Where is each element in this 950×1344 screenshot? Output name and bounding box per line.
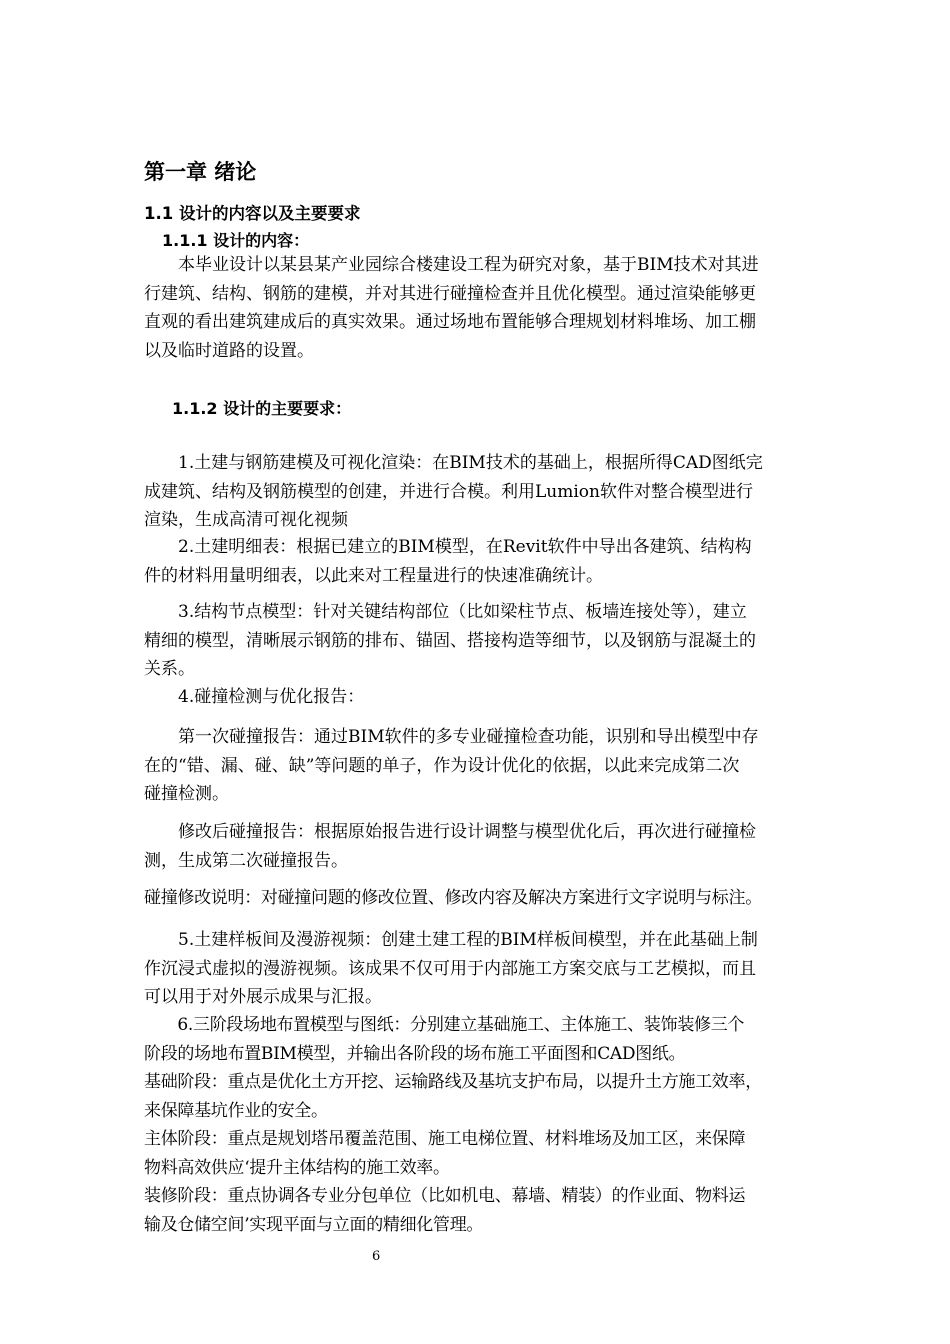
text-line: 5.土建样板间及漫游视频：创建土建工程的BIM样板间模型，并在此基础上制 [144, 930, 758, 950]
text-line: 碰撞修改说明：对碰撞问题的修改位置、修改内容及解决方案进行文字说明与标注。 [144, 888, 762, 908]
requirement-3 [144, 598, 844, 684]
subsection-heading-content: 1.1.1 设计的内容： [162, 231, 310, 250]
text-line: 成建筑、结构及钢筋模型的创建，并进行合模。利用Lumion软件对整合模型进行 [144, 481, 753, 502]
paragraph-content [144, 251, 844, 365]
text-line: 6.三阶段场地布置模型与图纸：分别建立基础施工、主体施工、装饰装修三个 [144, 1015, 745, 1035]
text-line: 件的材料用量明细表，以此来对工程量进行的快速准确统计。 [144, 565, 603, 586]
text-line: 1.土建与钢筋建模及可视化渲染：在BIM技术的基础上，根据所得CAD图纸完 [144, 453, 763, 473]
text-line: 行建筑、结构、钢筋的建模，并对其进行碰撞检查并且优化模型。通过渲染能够更 [144, 283, 756, 304]
text-line: 测，生成第二次碰撞报告。 [144, 850, 348, 871]
text-line: 2.土建明细表：根据已建立的BIM模型，在Revit软件中导出各建筑、结构构 [144, 537, 752, 557]
chapter-title: 第一章 绪论 [144, 160, 257, 184]
requirement-4-note [144, 884, 844, 913]
text-line: 第一次碰撞报告：通过BIM软件的多专业碰撞检查功能，识别和导出模型中存 [144, 727, 759, 747]
text-line: 3.结构节点模型：针对关键结构部位（比如梁柱节点、板墙连接处等），建立 [144, 602, 747, 622]
text-line: 精细的模型，清晰展示钢筋的排布、锚固、搭接构造等细节，以及钢筋与混凝土的 [144, 630, 756, 651]
text-line: 可以用于对外展示成果与汇报。 [144, 987, 382, 1007]
text-line: 4.碰撞检测与优化报告： [144, 687, 365, 707]
text-line: 在的“错、漏、碰、缺”等问题的单子，作为设计优化的依据，以此来完成第二次 [144, 755, 740, 776]
text-line: 渲染，生成高清可视化视频 [144, 510, 348, 530]
text-line: 关系。 [144, 659, 195, 679]
requirement-5 [144, 926, 844, 1012]
text-line: 修改后碰撞报告：根据原始报告进行设计调整与模型优化后，再次进行碰撞检 [144, 822, 756, 842]
requirement-4-revised-report [144, 818, 844, 875]
text-line: 阶段的场地布置BIM模型，并输出各阶段的场布施工平面图和CAD图纸。 [144, 1043, 686, 1064]
text-line: 直观的看出建筑建成后的真实效果。通过场地布置能够合理规划材料堆场、加工棚 [144, 312, 756, 332]
text-line: 装修阶段：重点协调各专业分包单位（比如机电、幕墙、精装）的作业面、物料运 [144, 1186, 746, 1206]
text-line: 输及仓储空间’实现平面与立面的精细化管理。 [144, 1214, 484, 1235]
text-line: 以及临时道路的设置。 [144, 340, 314, 361]
text-line: 本毕业设计以某县某产业园综合楼建设工程为研究对象，基于BIM技术对其进 [144, 255, 759, 275]
requirement-6 [144, 1011, 844, 1239]
page-number: 6 [372, 1249, 381, 1264]
requirement-4-first-report [144, 723, 844, 809]
subsection-heading-requirements: 1.1.2 设计的主要要求： [172, 399, 352, 418]
text-line: 作沉浸式虚拟的漫游视频。该成果不仅可用于内部施工方案交底与工艺模拟，而且 [144, 958, 756, 979]
text-line: 主体阶段：重点是规划塔吊覆盖范围、施工电梯位置、材料堆场及加工区，来保障 [144, 1129, 746, 1149]
requirement-4 [144, 683, 844, 712]
section-heading: 1.1 设计的内容以及主要要求 [144, 204, 361, 223]
requirement-1 [144, 449, 844, 535]
text-line: 基础阶段：重点是优化土方开挖、运输路线及基坑支护布局，以提升土方施工效率， [144, 1072, 762, 1092]
text-line: 物料高效供应‘提升主体结构的施工效率。 [144, 1157, 450, 1178]
requirement-2 [144, 533, 844, 590]
text-line: 来保障基坑作业的安全。 [144, 1100, 328, 1121]
text-line: 碰撞检测。 [144, 784, 229, 804]
